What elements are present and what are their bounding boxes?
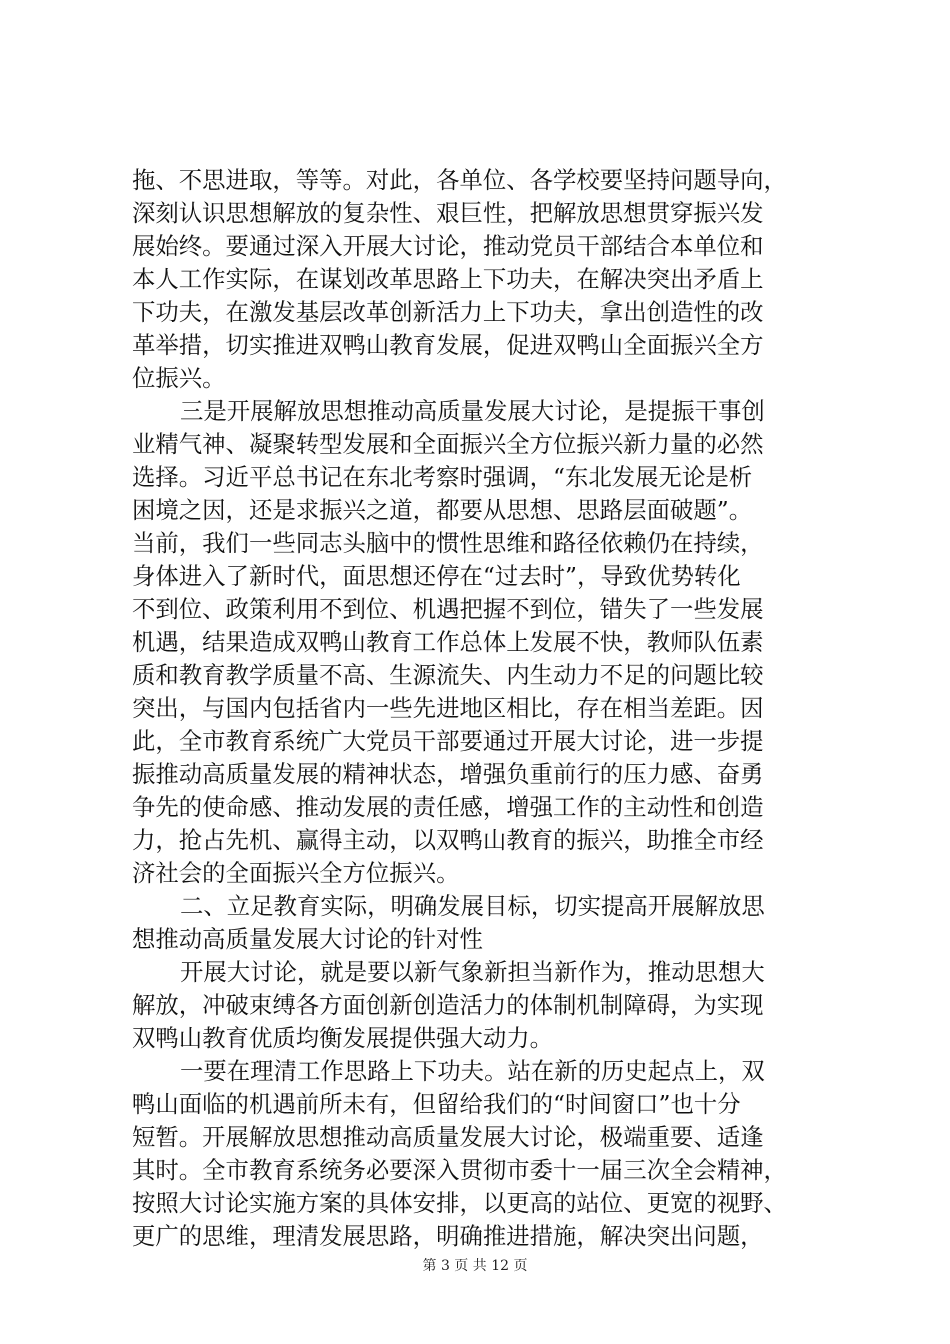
text-line: 深刻认识思想解放的复杂性、艰巨性，把解放思想贯穿振兴发 <box>132 199 764 227</box>
text-line: 一要在理清工作思路上下功夫。站在新的历史起点上，双 <box>180 1057 765 1085</box>
text-line: 更广的思维，理清发展思路，明确推进措施，解决突出问题， <box>132 1222 764 1250</box>
text-line: 展始终。要通过深入开展大讨论，推动党员干部结合本单位和 <box>132 232 764 260</box>
page-footer: 第 3 页 共 12 页 <box>422 1258 528 1274</box>
text-line: 业精气神、凝聚转型发展和全面振兴全方位振兴新力量的必然 <box>132 430 764 458</box>
text-line: 机遇，结果造成双鸭山教育工作总体上发展不快，教师队伍素 <box>132 628 764 656</box>
text-line: 革举措，切实推进双鸭山教育发展，促进双鸭山全面振兴全方 <box>132 331 764 359</box>
text-line: 力，抢占先机、赢得主动，以双鸭山教育的振兴，助推全市经 <box>132 826 764 854</box>
text-line: 济社会的全面振兴全方位振兴。 <box>132 859 460 887</box>
text-line: 此，全市教育系统广大党员干部要通过开展大讨论，进一步提 <box>132 727 764 755</box>
text-line: 不到位、政策利用不到位、机遇把握不到位，错失了一些发展 <box>132 595 764 623</box>
text-line: 鸭山面临的机遇前所未有，但留给我们的“时间窗口”也十分 <box>132 1090 741 1118</box>
text-line: 解放，冲破束缚各方面创新创造活力的体制机制障碍，为实现 <box>132 991 764 1019</box>
text-line: 困境之因，还是求振兴之道，都要从思想、思路层面破题”。 <box>132 496 753 524</box>
text-line: 突出，与国内包括省内一些先进地区相比，存在相当差距。因 <box>132 694 764 722</box>
text-line: 身体进入了新时代，面思想还停在“过去时”，导致优势转化 <box>132 562 741 590</box>
text-line: 二、立足教育实际，明确发展目标，切实提高开展解放思 <box>180 892 765 920</box>
text-line: 振推动高质量发展的精神状态，增强负重前行的压力感、奋勇 <box>132 760 764 788</box>
text-line: 想推动高质量发展大讨论的针对性 <box>132 925 483 953</box>
text-line: 下功夫，在激发基层改革创新活力上下功夫，拿出创造性的改 <box>132 298 764 326</box>
text-line: 三是开展解放思想推动高质量发展大讨论，是提振干事创 <box>180 397 765 425</box>
text-line: 本人工作实际，在谋划改革思路上下功夫，在解决突出矛盾上 <box>132 265 764 293</box>
text-line: 开展大讨论，就是要以新气象新担当新作为，推动思想大 <box>180 958 765 986</box>
text-line: 位振兴。 <box>132 364 226 392</box>
text-line: 其时。全市教育系统务必要深入贯彻市委十一届三次全会精神， <box>132 1156 787 1184</box>
body-text <box>132 164 822 1253</box>
text-line: 短暂。开展解放思想推动高质量发展大讨论，极端重要、适逢 <box>132 1123 764 1151</box>
text-line: 质和教育教学质量不高、生源流失、内生动力不足的问题比较 <box>132 661 764 689</box>
text-line: 当前，我们一些同志头脑中的惯性思维和路径依赖仍在持续， <box>132 529 764 557</box>
text-line: 按照大讨论实施方案的具体安排，以更高的站位、更宽的视野、 <box>132 1189 787 1217</box>
text-line: 选择。习近平总书记在东北考察时强调，“东北发展无论是析 <box>132 463 753 491</box>
text-line: 拖、不思进取，等等。对此，各单位、各学校要坚持问题导向， <box>132 166 787 194</box>
text-line: 争先的使命感、推动发展的责任感，增强工作的主动性和创造 <box>132 793 764 821</box>
text-line: 双鸭山教育优质均衡发展提供强大动力。 <box>132 1024 554 1052</box>
